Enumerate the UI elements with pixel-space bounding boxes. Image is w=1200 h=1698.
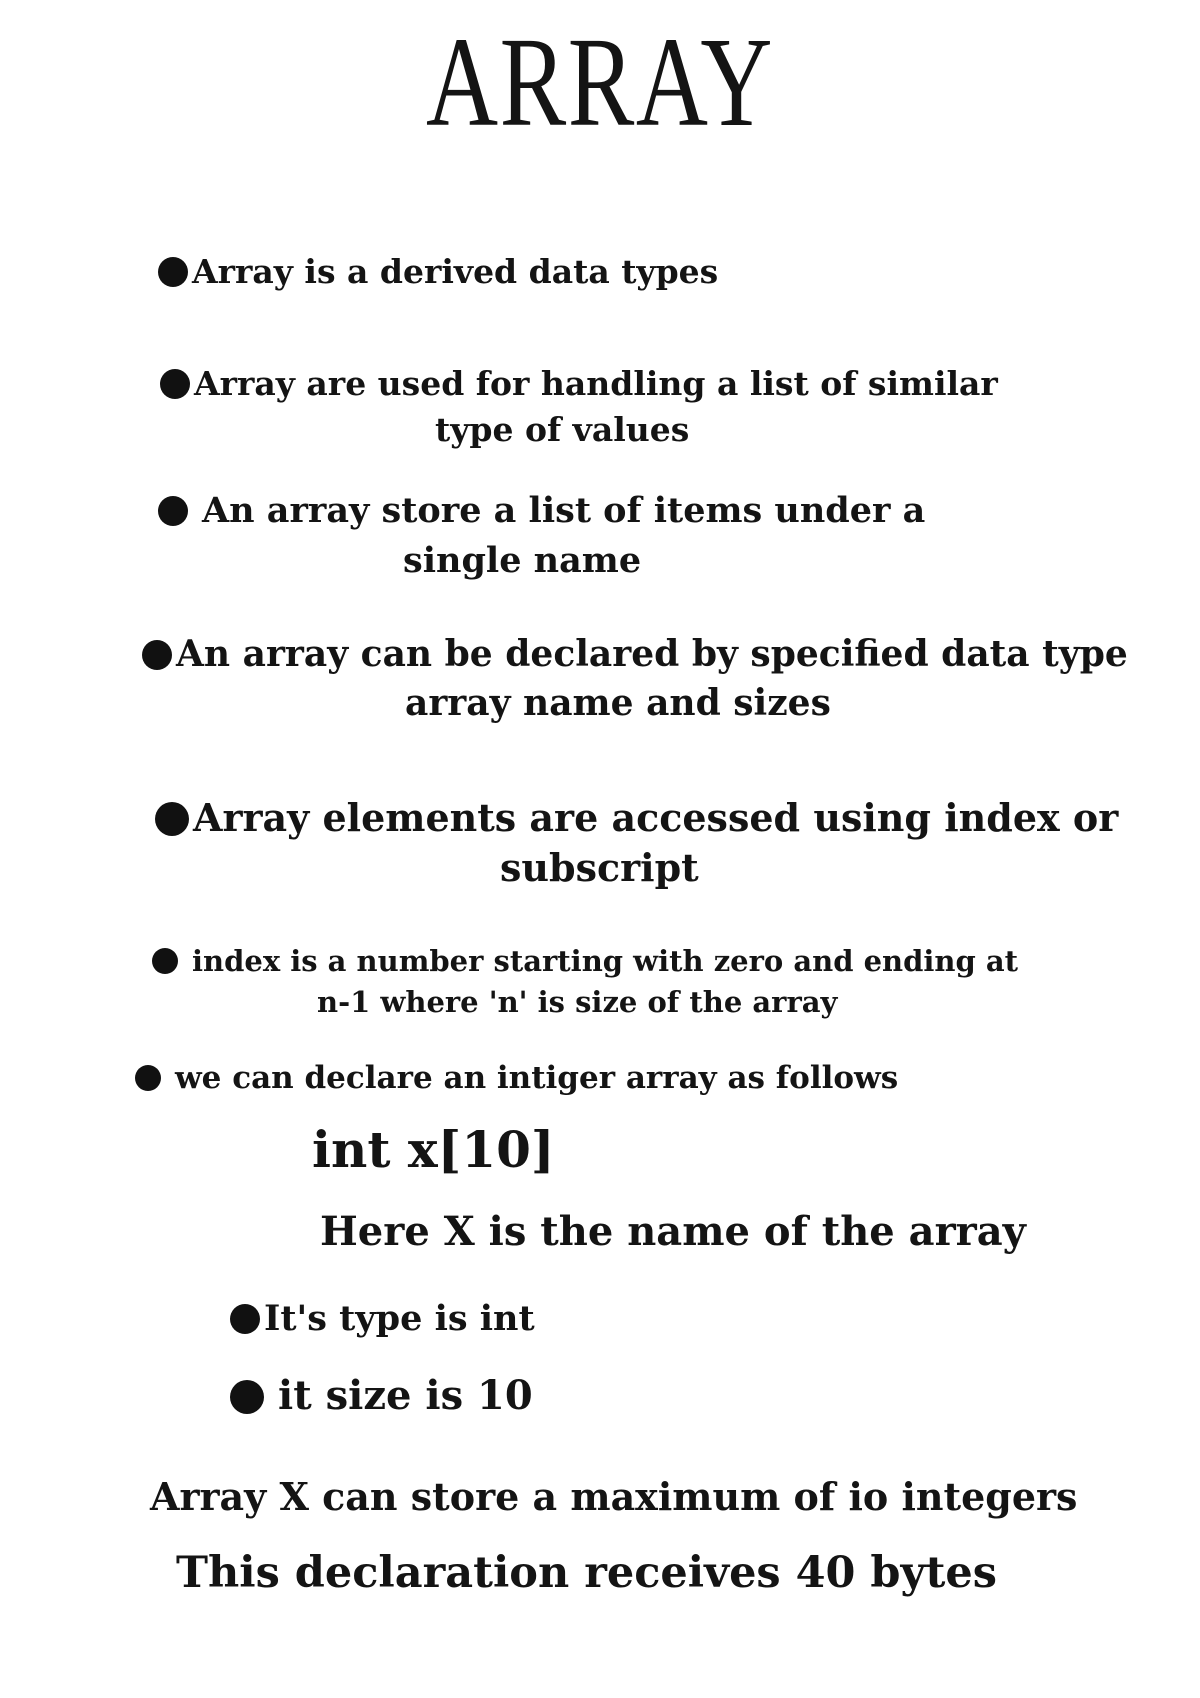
bullet-text: Array elements are accessed using index or <box>193 795 1119 840</box>
bullet-dot-icon <box>142 640 172 670</box>
bullet-dot-icon <box>230 1380 264 1414</box>
bullet-text: An array can be declared by specified data type <box>176 633 1128 675</box>
summary-bytes: This declaration receives 40 bytes <box>176 1548 997 1598</box>
bullet-dot-icon <box>158 257 188 287</box>
code-example: int x[10] <box>312 1120 555 1179</box>
bullet-text: An array store a list of items under a <box>202 490 926 531</box>
bullet-index-access <box>155 795 1118 890</box>
bullet-dot-icon <box>135 1065 161 1091</box>
bullet-text: we can declare an intiger array as follows <box>175 1060 899 1096</box>
bullet-text-continued: n-1 where 'n' is size of the array <box>317 984 838 1019</box>
bullet-text-continued: single name <box>403 540 642 581</box>
explanation-text: Here X is the name of the array <box>320 1208 1026 1255</box>
bullet-text-continued: array name and sizes <box>405 682 831 725</box>
bullet-dot-icon <box>160 369 190 399</box>
bullet-dot-icon <box>230 1304 260 1334</box>
bullet-text: index is a number starting with zero and ending at <box>192 944 1019 978</box>
bullet-text: It's type is int <box>264 1298 535 1339</box>
bullet-declaration <box>142 633 1128 725</box>
bullet-text: Array is a derived data types <box>192 252 719 291</box>
bullet-index-range <box>152 944 1018 1020</box>
page-title: ARRAY <box>425 11 775 153</box>
bullet-declare-integer-array <box>135 1060 898 1097</box>
bullet-text: Array are used for handling a list of similar <box>194 364 998 403</box>
bullet-dot-icon <box>155 802 189 836</box>
bullet-derived-data-type <box>158 252 718 292</box>
bullet-text-continued: type of values <box>435 409 690 449</box>
sub-bullet-size <box>230 1372 533 1420</box>
bullet-text: it size is 10 <box>278 1372 533 1419</box>
bullet-dot-icon <box>158 496 188 526</box>
sub-bullet-type <box>230 1298 535 1340</box>
bullet-dot-icon <box>152 948 178 974</box>
bullet-single-name <box>158 490 925 582</box>
bullet-list-of-similar-values <box>160 364 998 449</box>
bullet-text-continued: subscript <box>500 844 699 890</box>
summary-capacity: Array X can store a maximum of io integers <box>150 1474 1078 1519</box>
